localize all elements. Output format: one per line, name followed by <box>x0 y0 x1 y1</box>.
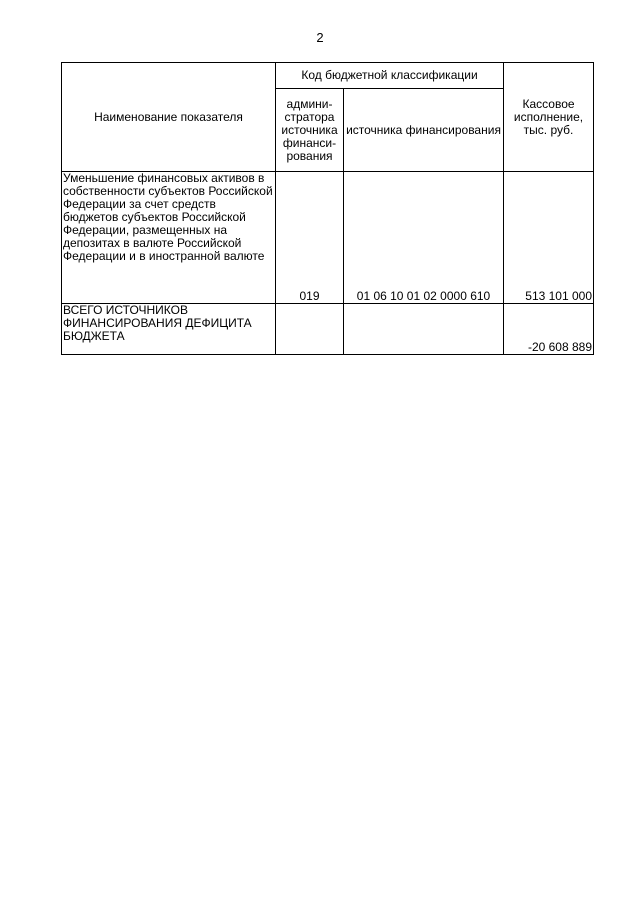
total-cash-value: -20 608 889 <box>504 304 594 355</box>
header-indicator-name: Наименование показателя <box>62 63 276 172</box>
row-indicator-name: Уменьшение финансовых активов в собственности субъектов Российской Федерации за счет средств бюджетов субъектов Российской Федерации, размещенных на депозитах в валюте Российской Федерации и в иностранной валюте <box>62 172 276 304</box>
header-row-top <box>62 63 594 89</box>
total-label: ВСЕГО ИСТОЧНИКОВ ФИНАНСИРОВАНИЯ ДЕФИЦИТА БЮДЖЕТА <box>62 304 276 355</box>
header-cash-execution: Кассовое исполнение, тыс. руб. <box>504 63 594 172</box>
header-financing-source: источника финансирования <box>344 89 504 172</box>
budget-sources-table <box>61 62 594 355</box>
header-administrator: админи-стратора источника финанси-рования <box>276 89 344 172</box>
row-administrator-code: 019 <box>276 172 344 304</box>
total-administrator-cell <box>276 304 344 355</box>
row-source-code: 01 06 10 01 02 0000 610 <box>344 172 504 304</box>
page-number: 2 <box>316 30 324 45</box>
header-classification-code: Код бюджетной классификации <box>276 63 504 89</box>
row-cash-value: 513 101 000 <box>504 172 594 304</box>
table-row <box>62 172 594 304</box>
total-source-cell <box>344 304 504 355</box>
total-row <box>62 304 594 355</box>
